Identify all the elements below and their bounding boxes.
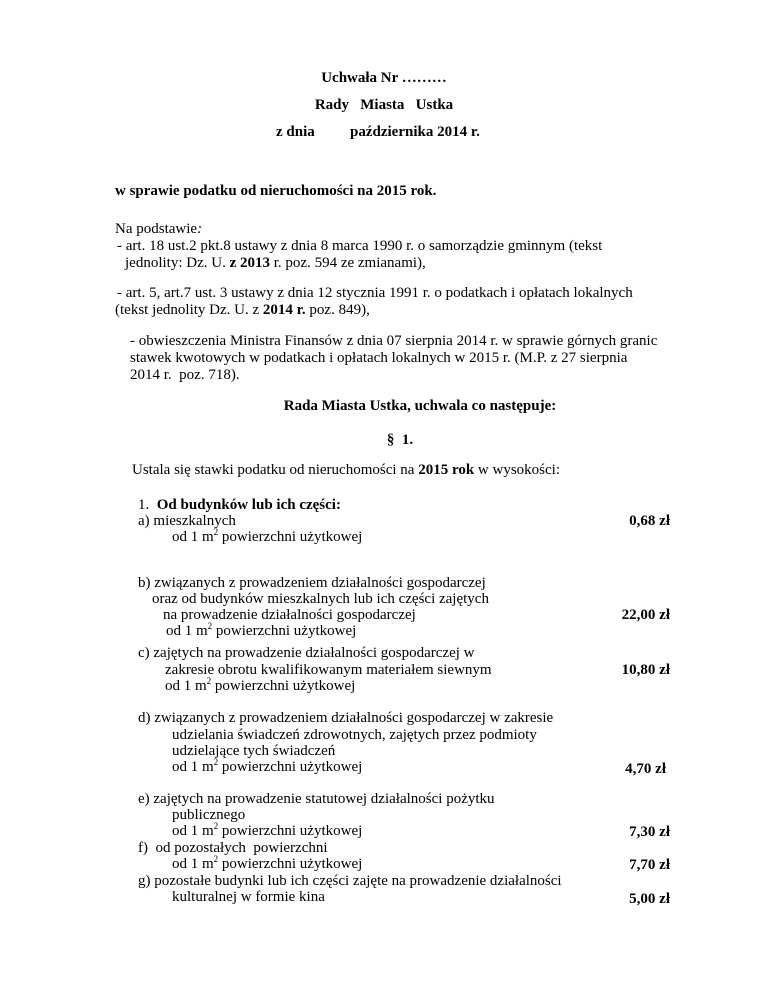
basis-item-2-line-2: (tekst jednolity Dz. U. z 2014 r. poz. 849), bbox=[115, 302, 370, 318]
basis-item-2-line-1: - art. 5, art.7 ust. 3 ustawy z dnia 12 stycznia 1991 r. o podatkach i opłatach lokalnych bbox=[117, 285, 633, 301]
basis-item-1-line-2: jednolity: Dz. U. z 2013 r. poz. 594 ze zmianami), bbox=[125, 255, 426, 271]
council-name: Rady Miasta Ustka bbox=[314, 97, 454, 113]
item-d-area: od 1 $m^2$ powierzchni użytkowej bbox=[172, 757, 363, 775]
item-c-line-2: zakresie obrotu kwalifikowanym materiałem siewnym bbox=[165, 662, 492, 678]
resolves-line: Rada Miasta Ustka, uchwala co następuje: bbox=[283, 398, 557, 414]
intro-line: Ustala się stawki podatku od nieruchomości na 2015 rok w wysokości: bbox=[132, 462, 561, 478]
basis-item-3-line-1: - obwieszczenia Ministra Finansów z dnia 07 sierpnia 2014 r. w sprawie górnych granic bbox=[130, 333, 658, 349]
item-e-amount: 7,30 zł bbox=[629, 824, 670, 840]
date-prefix: z dnia bbox=[276, 124, 315, 140]
item-g-line-2: kulturalnej w formie kina bbox=[172, 889, 325, 905]
item-d-line-3: udzielające tych świadczeń bbox=[172, 743, 336, 759]
item-d-line-2: udzielania świadczeń zdrowotnych, zajętych przez podmioty bbox=[172, 727, 537, 743]
resolution-title: Uchwała Nr ……… bbox=[321, 70, 447, 86]
item-e-line-1: e) zajętych na prowadzenie statutowej działalności pożytku bbox=[138, 791, 495, 807]
item-b-area: od 1 $m^2$ powierzchni użytkowej bbox=[166, 621, 357, 639]
item-d-line-1: d) związanych z prowadzeniem działalności gospodarczej w zakresie bbox=[138, 710, 554, 726]
item-c-line-1: c) zajętych na prowadzenie działalności gospodarczej w bbox=[138, 645, 475, 661]
item-f-line-1: f) od pozostałych powierzchni bbox=[138, 840, 328, 856]
item-e-area: od 1 $m^2$ powierzchni użytkowej bbox=[172, 821, 363, 839]
basis-item-3-line-3: 2014 r. poz. 718). bbox=[130, 367, 240, 383]
item-a-amount: 0,68 zł bbox=[629, 513, 670, 529]
item-b-line-3: na prowadzenie działalności gospodarczej bbox=[163, 607, 416, 623]
item-b-amount: 22,00 zł bbox=[621, 607, 670, 623]
item-g-line-1: g) pozostałe budynki lub ich części zajęte na prowadzenie działalności bbox=[138, 873, 562, 889]
date-rest: października 2014 r. bbox=[350, 124, 480, 140]
item-a-area: od 1 $m^2$ powierzchni użytkowej bbox=[172, 527, 363, 545]
list-heading: 1. Od budynków lub ich części: bbox=[138, 497, 341, 513]
section-mark: § 1. bbox=[386, 432, 414, 448]
item-d-amount: 4,70 zł bbox=[625, 761, 666, 777]
item-f-area: od 1 $m^2$ powierzchni użytkowej bbox=[172, 854, 363, 872]
item-c-amount: 10,80 zł bbox=[621, 662, 670, 678]
item-a-line-1: a) mieszkalnych bbox=[138, 513, 236, 529]
item-c-area: od 1 $m^2$ powierzchni użytkowej bbox=[165, 676, 356, 694]
basis-item-1-line-1: - art. 18 ust.2 pkt.8 ustawy z dnia 8 marca 1990 r. o samorządzie gminnym (tekst bbox=[117, 238, 603, 254]
item-g-amount: 5,00 zł bbox=[629, 891, 670, 907]
basis-item-3-line-2: stawek kwotowych w podatkach i opłatach lokalnych w 2015 r. (M.P. z 27 sierpnia bbox=[130, 350, 628, 366]
item-f-amount: 7,70 zł bbox=[629, 857, 670, 873]
basis-label: Na podstawie: bbox=[115, 221, 203, 237]
item-b-line-1: b) związanych z prowadzeniem działalności gospodarczej bbox=[138, 575, 486, 591]
item-e-line-2: publicznego bbox=[172, 807, 246, 823]
subject-line: w sprawie podatku od nieruchomości na 2015 rok. bbox=[115, 183, 437, 199]
item-b-line-2: oraz od budynków mieszkalnych lub ich części zajętych bbox=[152, 591, 489, 607]
